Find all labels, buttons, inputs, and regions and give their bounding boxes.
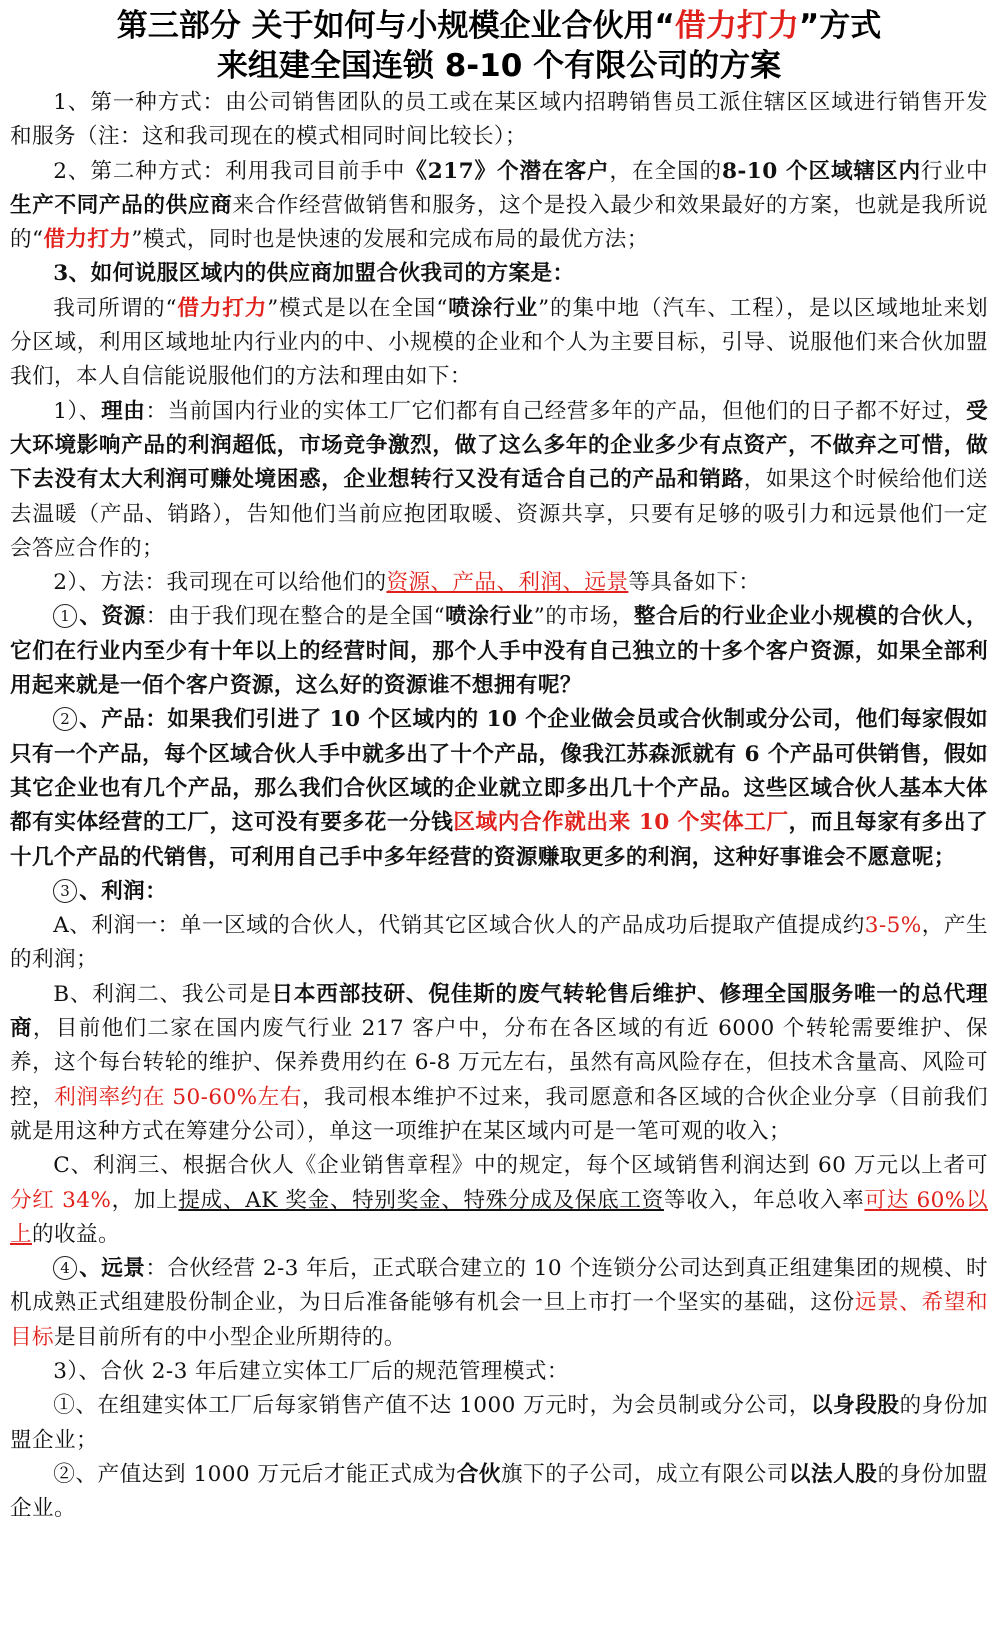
circled-number: 3 [53,879,77,903]
text: ，目前他们二家在国内废气行业 217 客户中，分布在各区域的有近 6000 个转轮需要维护、保养，这个每台转轮的维护、保养费用约在 6-8 万元左右，虽然有高风险存在，但技术含量高、风险可控， [10,1016,988,1110]
text: ”的市场， [533,604,634,630]
paragraph-vision [10,1252,988,1355]
text: ，产生的利润； [10,913,988,973]
bold-text: 8-10 个区域辖区内 [721,158,922,184]
highlight-text: 借力打力 [43,227,132,253]
text: 等具备如下： [628,570,761,596]
bold-text: 喷涂行业 [447,295,539,321]
text: ”模式，同时也是快速的发展和完成布局的最优方法； [131,227,649,253]
bold-text: 、资源 [79,604,146,630]
circled-number: 1 [53,604,77,628]
text: ，我司根本维护不过来，我司愿意和各区域的合伙企业分享（目前我们就是用这种方式在筹建分公司），单这一项维护在某区域内可是一笔可观的收入； [10,1084,989,1144]
highlight-text: 借力打力 [176,295,268,321]
text: ，加上 [111,1187,179,1213]
text: ”模式是以在全国“ [267,295,448,321]
paragraph-method-one: 1、第一种方式：由公司销售团队的员工或在某区域内招聘销售员工派住辖区区域进行销售开发和服务（注：这和我司现在的模式相同时间比较长）； [10,90,988,150]
paragraph-profit-b [10,978,988,1149]
text: 的身份加盟企业； [10,1393,989,1453]
text: 2、第二种方式：利用我司目前手中 [53,158,406,184]
paragraph-management-two [10,1458,988,1527]
text: 旗下的子公司，成立有限公司 [501,1461,789,1487]
text: ①、在组建实体工厂后每家销售产值不达 1000 万元时，为会员制或分公司， [53,1393,811,1419]
text: 的身份加盟企业。 [10,1461,988,1522]
text: 行业中 [921,158,988,184]
text: 我司所谓的“ [53,295,177,321]
text: ”的集中地（汽车、工程），是以区域地址来划分区域，利用区域地址内行业内的中、小规模的企业和个人为主要目标，引导、说服他们来合伙加盟我们，本人自信能说服他们的方法和理由如下： [10,295,988,390]
highlight-text: 可达 60%以上 [10,1187,988,1247]
highlight-text: 资源、产品、利润、远景 [386,570,629,596]
paragraph-profit-a [10,909,988,978]
paragraph-products [10,703,988,874]
text: ：由于我们现在整合的是全国“ [145,604,446,630]
bold-text: 受大环境影响产品的利润超低，市场竞争激烈，做了这么多年的企业多少有点资产，不做弃之可惜，做下去没有太大利润可赚处境困惑，企业想转行又没有适合自己的产品和销路 [10,398,988,493]
bold-text: 合伙 [456,1461,501,1487]
paragraph-persuasion-heading: 3、如何说服区域内的供应商加盟合伙我司的方案是： [53,261,575,287]
document-title-line2: 来组建全国连锁 8-10 个有限公司的方案 [216,48,782,84]
document-title-line1 [10,6,988,46]
text: 来合作经营做销售和服务，这个是投入最少和效果最好的方案，也就是我所说的“ [10,192,988,253]
paragraph-method-two [10,155,988,258]
text: 等收入，年总收入率 [663,1187,865,1213]
text: 的收益。 [32,1221,120,1247]
paragraph-reason [10,395,988,566]
bold-text: 生产不同产品的供应商 [10,192,233,218]
text: 是目前所有的中小型企业所期待的。 [54,1324,406,1350]
circled-number: 4 [53,1256,77,1280]
paragraph-management-heading: 3）、合伙 2-3 年后建立实体工厂后的规范管理模式： [53,1358,569,1384]
bold-text: 、利润： [79,878,168,904]
text: B、利润二、我公司是 [53,981,272,1007]
bold-text: 日本西部技研、倪佳斯的废气转轮售后维护、修理全国服务唯一的总代理商 [10,981,988,1042]
bold-text: 以法人股 [788,1461,878,1487]
paragraph-profit-heading [10,875,988,909]
paragraph-management-one [10,1389,988,1458]
paragraph-profit-c [10,1149,988,1252]
bold-text: 、远景 [79,1256,146,1282]
paragraph-method [10,566,988,600]
bold-text: 整合后的行业企业小规模的合伙人，它们在行业内至少有十年以上的经营时间，那个人手中没有自己独立的十多个客户资源，如果全部利用起来就是一佰个客户资源，这么好的资源谁不想拥有呢？ [10,604,989,699]
highlight-text: 分红 34% [10,1187,112,1213]
highlight-text: 3-5% [864,913,922,939]
underlined-text: 提成、AK 奖金、特别奖金、特殊分成及保底工资 [178,1187,664,1213]
circled-number: 2 [53,707,77,731]
bold-text: 、产品：如果我们引进了 10 个区域内的 10 个企业做会员或合伙制或分公司，他们每家假如只有一个产品，每个区域合伙人手中就多出了十个产品，像我江苏森派就有 6 个产品可供销售，假如其它企业也有几个产品，那么我们合伙区域的企业就立即多出几十个产品。这些区域合伙人基本大体都有实体经营的工厂，这可没有要多花一分钱 [10,707,988,836]
text: A、利润一：单一区域的合伙人，代销其它区域合伙人的产品成功后提取产值提成约 [53,913,865,939]
title-text-end: ”方式 [798,8,882,44]
bold-text: ，而且每家有多出了十几个产品的代销售，可利用自己手中多年经营的资源赚取更多的利润，这种好事谁会不愿意呢； [10,810,988,870]
paragraph-model-description [10,292,988,395]
highlight-text: 区域内合作就出来 10 个实体工厂 [453,810,789,836]
highlight-text: 远景、希望和目标 [10,1290,989,1350]
text: ，如果这个时候给他们送去温暖（产品、销路），告知他们当前应抱团取暖、资源共享，只要有足够的吸引力和远景他们一定会答应合作的； [10,467,989,561]
text: ：当前国内行业的实体工厂它们都有自己经营多年的产品，但他们的日子都不好过， [145,398,966,424]
title-highlight: 借力打力 [674,8,799,44]
paragraph-resources [10,600,988,703]
highlight-text: 利润率约在 50-60%左右 [54,1084,302,1110]
text: 2）、方法：我司现在可以给他们的 [53,570,387,596]
text: 1）、 [53,398,102,424]
bold-text: 以身段股 [811,1393,900,1419]
bold-text: 理由 [101,398,146,424]
text: ：合伙经营 2-3 年后，正式联合建立的 10 个连锁分公司达到真正组建集团的规模、时机成熟正式组建股份制企业，为日后准备能够有机会一旦上市打一个坚实的基础，这份 [10,1256,988,1316]
bold-text: 喷涂行业 [445,604,534,630]
text: C、利润三、根据合伙人《企业销售章程》中的规定，每个区域销售利润达到 60 万元以上者可 [53,1153,988,1179]
text: ②、产值达到 1000 万元后才能正式成为 [53,1461,457,1487]
text: ，在全国的 [609,158,722,184]
title-text: 第三部分 关于如何与小规模企业合伙用“ [116,8,675,44]
bold-text: 《217》个潜在客户 [405,158,610,184]
